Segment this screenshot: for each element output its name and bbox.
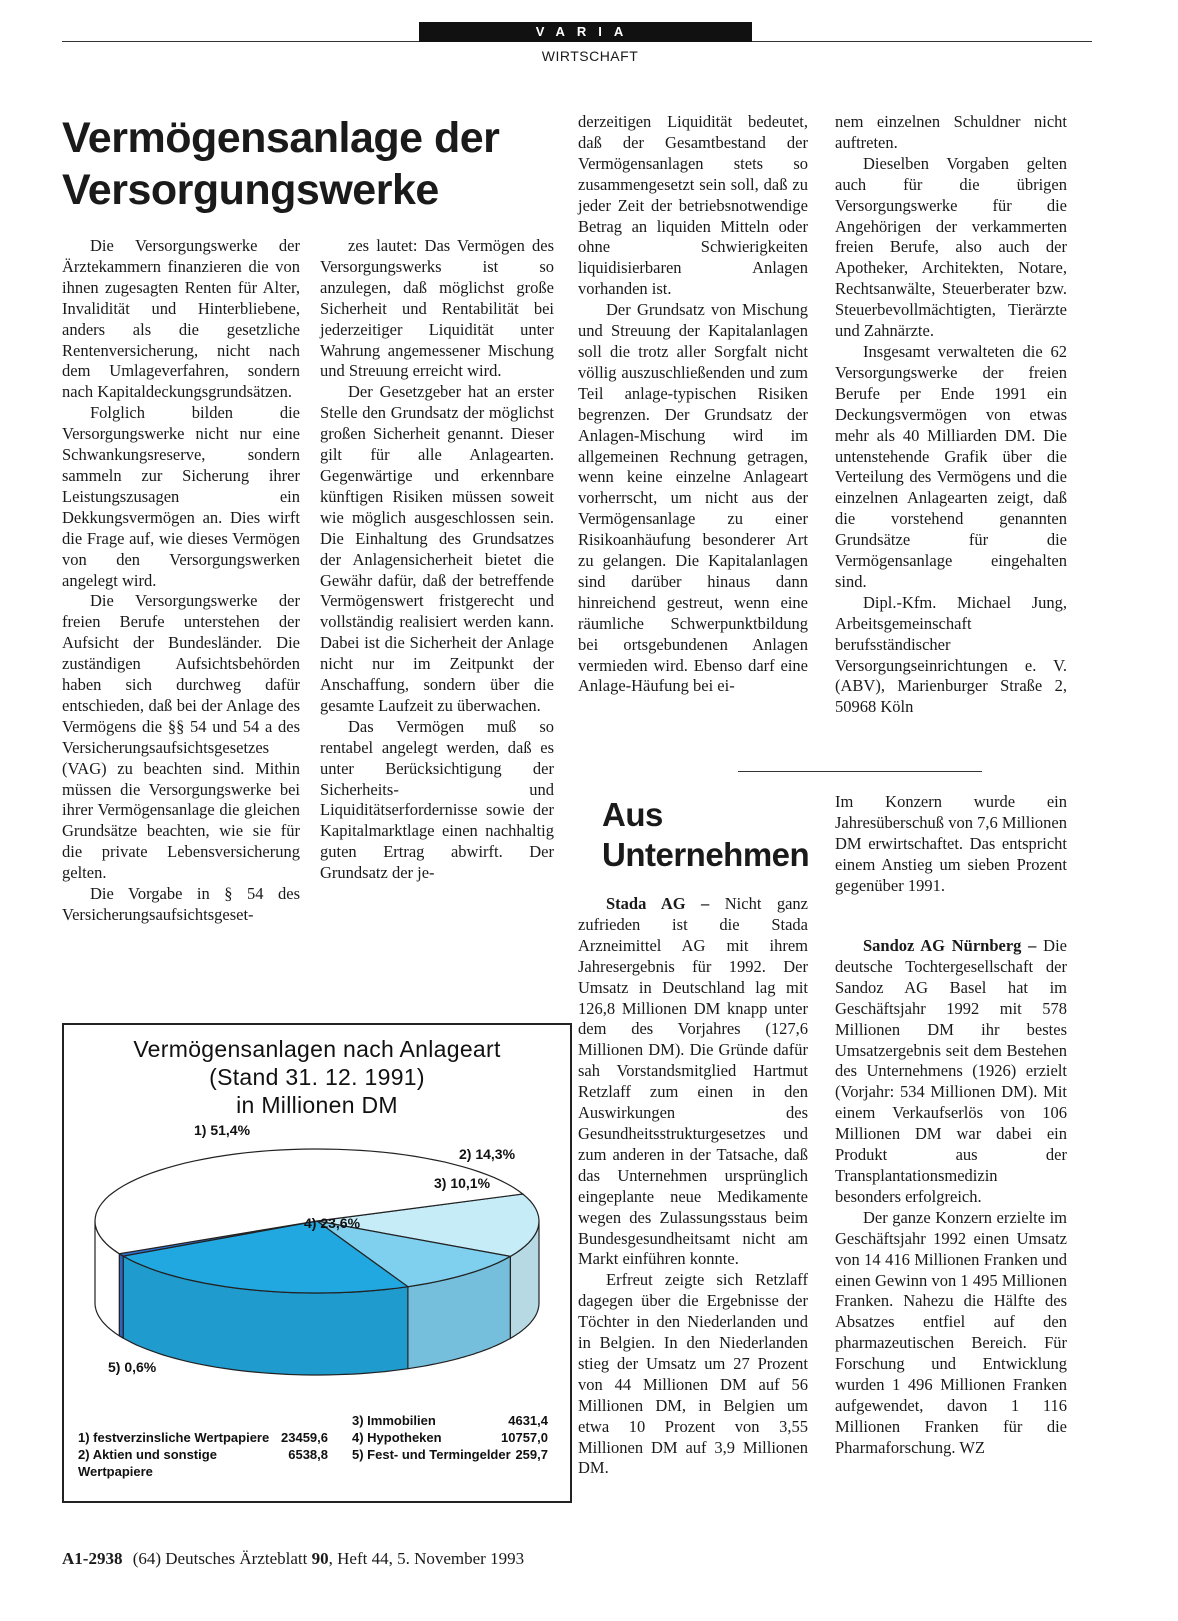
section-label: WIRTSCHAFT xyxy=(541,48,639,64)
article-column-2 xyxy=(320,236,554,884)
news-column-2-top xyxy=(835,792,1067,897)
headline-line-2: Versorgungswerke xyxy=(62,166,439,214)
paragraph: zes lautet: Das Vermögen des Versorgungswerks ist so anzulegen, daß möglichst große Sicherheit und Rentabilität bei jederzeitiger Liquidität unter Wahrung angemessener Mischung und Streuung erreicht wird. xyxy=(320,236,554,381)
header-rule-right xyxy=(752,41,1092,42)
legend-label: 5) Fest- und Termingelder xyxy=(352,1447,511,1462)
page-footer xyxy=(62,1549,524,1569)
paragraph: Die Versorgungswerke der freien Berufe unterstehen der Aufsicht der Bundesländer. Die zuständigen Aufsichtsbehörden haben sich durchweg dafür entschieden, daß bei der Anlage des Vermögens die §§ 54 und 54 a des Versicherungsaufsichtsgesetzes (VAG) zu beachten sind. Mithin müssen die Versorgungswerke bei ihrer Vermögensanlage die gleichen Grundsätze beachten, wie sie für die private Lebensversicherung gelten. xyxy=(62,591,300,883)
pie-chart xyxy=(64,1121,570,1421)
paragraph: derzeitigen Liquidität bedeutet, daß der Gesamtbestand der Vermögensanlagen stets so zusammengesetzt sein soll, daß zu jeder Zeit der betriebsnotwendige Betrag an liquiden Mitteln oder ohne Schwierigkeiten liquidisierbaren Anlagen vorhanden ist. xyxy=(578,112,808,299)
paragraph xyxy=(578,1270,808,1479)
slice-label-2: 2) 14,3% xyxy=(459,1146,516,1162)
article-headline xyxy=(62,112,582,216)
legend-value: 23459,6 xyxy=(281,1430,328,1445)
legend-right xyxy=(352,1412,548,1463)
page-code: A1-2938 xyxy=(62,1549,123,1568)
article-column-1 xyxy=(62,236,300,926)
paragraph-lead: Stada AG – xyxy=(606,894,725,913)
paragraph: Dieselben Vorgaben gelten auch für die übrigen Versorgungswerke für die Angehörigen der verkammerten freien Berufe, also auch der Apotheker, Architekten, Notare, Rechtsanwälte, Steuerberater bzw. Steuerbevollmächtigten, Tierärzte und Zahnärzte. xyxy=(835,153,1067,341)
chart-unit: in Millionen DM xyxy=(236,1092,398,1118)
paragraph: Das Vermögen muß so rentabel angelegt werden, daß es unter Berücksichtigung der Sicherheits- und Liquiditätserfordernisse sowie der Kapitalmarktlage einen nachhaltig guten Ertrag abwirft. Der Grundsatz der je- xyxy=(320,716,554,883)
section-headline-line-1: Aus xyxy=(602,796,663,833)
header-rule-left xyxy=(62,41,419,42)
legend-label: 4) Hypotheken xyxy=(352,1430,442,1445)
paragraph: nem einzelnen Schuldner nicht auftreten. xyxy=(835,112,1067,152)
paragraph xyxy=(835,936,1067,1208)
legend-value: 259,7 xyxy=(515,1447,548,1462)
legend-entry xyxy=(352,1446,548,1463)
paragraph xyxy=(578,894,808,1270)
slice-label-3: 3) 10,1% xyxy=(434,1175,491,1191)
volume-number: 90 xyxy=(311,1549,329,1568)
article-column-3 xyxy=(578,112,808,697)
column-separator xyxy=(738,771,982,772)
news-column-1 xyxy=(578,894,808,1479)
headline-line-1: Vermögensanlage der xyxy=(62,114,500,162)
citation-suffix: , Heft 44, 5. November 1993 xyxy=(328,1549,525,1568)
section-headline-line-2: Unternehmen xyxy=(602,836,810,873)
paragraph: Die Vorgabe in § 54 des Versicherungsaufsichtsgeset- xyxy=(62,884,300,924)
paragraph-lead: Sandoz AG Nürnberg – xyxy=(863,936,1044,955)
varia-banner: VARIA xyxy=(419,22,752,42)
article-column-4 xyxy=(835,112,1067,718)
slice-label-1: 1) 51,4% xyxy=(194,1122,251,1138)
chart-panel xyxy=(62,1023,572,1503)
legend-value: 6538,8 xyxy=(288,1447,328,1462)
section-headline xyxy=(602,795,832,875)
paragraph: Dipl.-Kfm. Michael Jung, Arbeitsgemeinschaft berufsständischer Versorgungseinrichtungen e. V. (ABV), Marienburger Straße 2, 50968 Köln xyxy=(835,592,1067,717)
slice-label-4: 4) 23,6% xyxy=(304,1215,361,1231)
paragraph: Folglich bilden die Versorgungswerke nicht nur eine Schwankungsreserve, sondern sammeln zur Sicherung ihrer Leistungszusagen ein Dekkungsvermögen an. Dies wirft die Frage auf, wie dieses Vermögen von den Versorgungswerken angelegt wird. xyxy=(62,403,300,590)
paragraph: Der Gesetzgeber hat an erster Stelle den Grundsatz der möglichst großen Sicherheit genannt. Dieser gilt für alle Anlagearten. Gegenwärtige und erkennbare künftigen Risiken müssen soweit wie möglich ausgeschlossen sein. Die Einhaltung des Grundsatzes der Anlagensicherheit bietet die Gewähr dafür, daß der betreffende Vermögenswert fristgerecht und vollständig realisiert werden kann. Dabei ist die Sicherheit der Anlage nicht nur im Zeitpunkt der Anschaffung, sondern über die gesamte Laufzeit zu überwachen. xyxy=(320,382,554,715)
slice-label-5: 5) 0,6% xyxy=(108,1359,157,1375)
chart-subtitle: (Stand 31. 12. 1991) xyxy=(209,1064,425,1090)
legend-entry xyxy=(78,1429,328,1446)
legend-label: 1) festverzinsliche Wertpapiere xyxy=(78,1430,270,1445)
legend-entry xyxy=(352,1429,548,1446)
paragraph: Insgesamt verwalteten die 62 Versorgungswerke der freien Berufe per Ende 1991 ein Deckungsvermögen von etwas mehr als 40 Milliarden DM. Die untenstehende Grafik über die Verteilung des Vermögens und die einzelnen Anlagearten zeigt, daß die vorstehend genannten Grundsätze für die Vermögensanlage eingehalten sind. xyxy=(835,341,1067,591)
paragraph-text: Der ganze Konzern erzielte im Geschäftsjahr 1992 einen Umsatz von 14 416 Millionen Franken und einen Gewinn von 1 495 Millionen Franken. Nahezu die Hälfte des Absatzes entfiel auf den pharmazeutischen Bereich. Für Forschung und Entwicklung wurden 1 496 Millionen Franken aufgewendet, davon 1 116 Millionen Franken für die Pharmaforschung. WZ xyxy=(835,1207,1067,1457)
legend-entry xyxy=(78,1446,328,1480)
paragraph-text: Nicht ganz zufrieden ist die Stada Arzneimittel AG mit ihrem Jahresergebnis für 1992. Der Umsatz in Deutschland lag mit 126,8 Millionen DM knapp unter dem des Vorjahres (127,6 Millionen DM). Die Gründe dafür sah Vorstandsmitglied Hartmut Retzlaff zum einen in den Auswirkungen des Gesundheitsstrukturgesetzes und zum anderen in der Tatsache, daß das Unternehmen ursprünglich eingeplante neue Medikamente wegen des Zulassungsstaus beim Bundesgesundheitsamt nicht am Markt einführen konnte. xyxy=(578,894,808,1269)
legend-label: 2) Aktien und sonstige Wertpapiere xyxy=(78,1447,217,1479)
legend-entry xyxy=(352,1412,548,1429)
citation-prefix: (64) Deutsches Ärzteblatt xyxy=(132,1549,312,1568)
paragraph-text: Die deutsche Tochtergesellschaft der Sandoz AG Basel hat im Geschäftsjahr 1992 mit 578 Millionen DM ihr bestes Umsatzergebnis seit dem Bestehen des Unternehmens (1926) erzielt (Vorjahr: 534 Millionen DM). Mit einem Verkaufserlös von 106 Millionen DM war dabei ein Produkt aus der Transplantationsmedizin besonders erfolgreich. xyxy=(835,936,1067,1206)
chart-title: Vermögensanlagen nach Anlageart xyxy=(133,1036,501,1062)
legend-left xyxy=(78,1429,328,1480)
paragraph: Im Konzern wurde ein Jahresüberschuß von 7,6 Millionen DM erwirtschaftet. Das entspricht einem Anstieg um sieben Prozent gegenüber 1991. xyxy=(835,792,1067,895)
paragraph: Die Versorgungswerke der Ärztekammern finanzieren die von ihnen zugesagten Renten für Alter, Invalidität und Hinterbliebene, anders als die gesetzliche Rentenversicherung, nicht nach dem Umlageverfahren, sondern nach Kapitaldeckungsgrundsätzen. xyxy=(62,236,300,402)
paragraph-text: Erfreut zeigte sich Retzlaff dagegen über die Ergebnisse der Töchter in den Niederlanden und in Belgien. In den Niederlanden stieg der Umsatz um 27 Prozent von 44 Millionen DM auf 56 Millionen DM, in Belgien um etwa 10 Prozent von 3,55 Millionen DM auf 3,9 Millionen DM. xyxy=(578,1270,808,1478)
legend-label: 3) Immobilien xyxy=(352,1413,436,1428)
news-column-2 xyxy=(835,936,1067,1459)
paragraph: Der Grundsatz von Mischung und Streuung der Kapitalanlagen soll die trotz aller Sorgfalt nicht völlig auszuschließenden und zum Teil anlage-typischen Risiken begrenzen. Der Grundsatz der Anlagen-Mischung wird im allgemeinen Rechnung getragen, wenn keine einzelne Anlageart vorherrscht, um nicht aus der Vermögensanlage zu einer Risikoanhäufung besonderer Art zu gelangen. Die Kapitalanlagen sind darüber hinaus dann hinreichend gestreut, wenn eine räumliche Schwerpunktbildung bei ortsgebundenen Anlagen vermieden wird. Ebenso darf eine Anlage-Häufung bei ei- xyxy=(578,300,808,696)
legend-value: 10757,0 xyxy=(501,1430,548,1445)
paragraph xyxy=(835,1208,1067,1459)
legend-value: 4631,4 xyxy=(508,1413,548,1428)
